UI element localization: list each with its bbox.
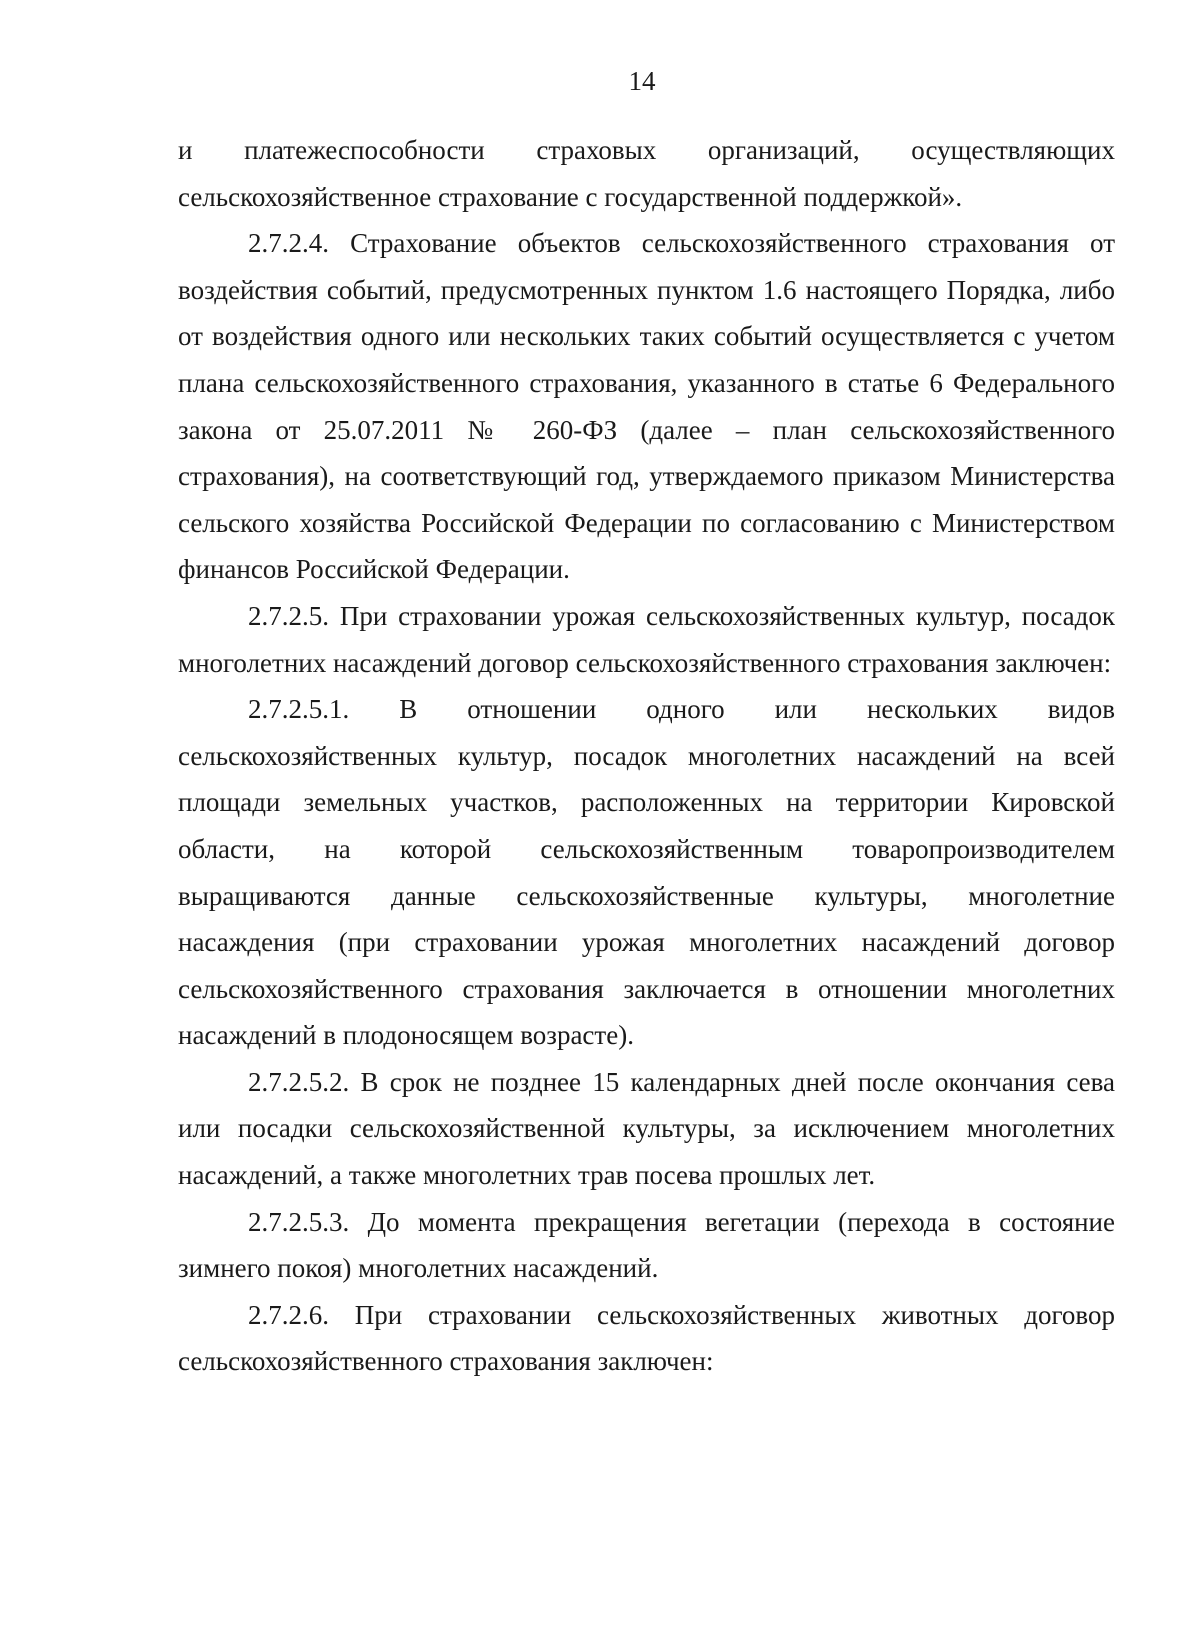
paragraph-2-7-2-5: 2.7.2.5. При страховании урожая сельскохозяйственных культур, посадок многолетних насаждений договор сельскохозяйственного страхования заключен: — [178, 600, 1115, 678]
page-number: 14 — [628, 66, 656, 96]
paragraph-2-7-2-6: 2.7.2.6. При страховании сельскохозяйственных животных договор сельскохозяйственного страхования заключен: — [178, 1299, 1115, 1377]
document-body — [178, 127, 1115, 1385]
paragraph-2-7-2-4: 2.7.2.4. Страхование объектов сельскохозяйственного страхования от воздействия событий, предусмотренных пунктом 1.6 настоящего Порядка, либо от воздействия одного или нескольких таких событий осуществляется с учетом плана сельскохозяйственного страхования, указанного в статье 6 Федерального закона от 25.07.2011 № 260-ФЗ (далее – план сельскохозяйственного страхования), на соответствующий год, утверждаемого приказом Министерства сельского хозяйства Российской Федерации по согласованию с Министерством финансов Российской Федерации. — [178, 228, 1115, 585]
paragraph-2-7-2-5-2: 2.7.2.5.2. В срок не позднее 15 календарных дней после окончания сева или посадки сельскохозяйственной культуры, за исключением многолетних насаждений, а также многолетних трав посева прошлых лет. — [178, 1066, 1115, 1191]
paragraph-2-7-2-5-3: 2.7.2.5.3. До момента прекращения вегетации (перехода в состояние зимнего покоя) многолетних насаждений. — [178, 1206, 1115, 1284]
paragraph-2-7-2-5-1: 2.7.2.5.1. В отношении одного или нескольких видов сельскохозяйственных культур, посадок многолетних насаждений на всей площади земельных участков, расположенных на территории Кировской области, на которой сельскохозяйственным товаропроизводителем выращиваются данные сельскохозяйственные культуры, многолетние насаждения (при страховании урожая многолетних насаждений договор сельскохозяйственного страхования заключается в отношении многолетних насаждений в плодоносящем возрасте). — [178, 694, 1115, 1051]
paragraph-continuation: и платежеспособности страховых организаций, осуществляющих сельскохозяйственное страхование с государственной поддержкой». — [178, 135, 1115, 212]
